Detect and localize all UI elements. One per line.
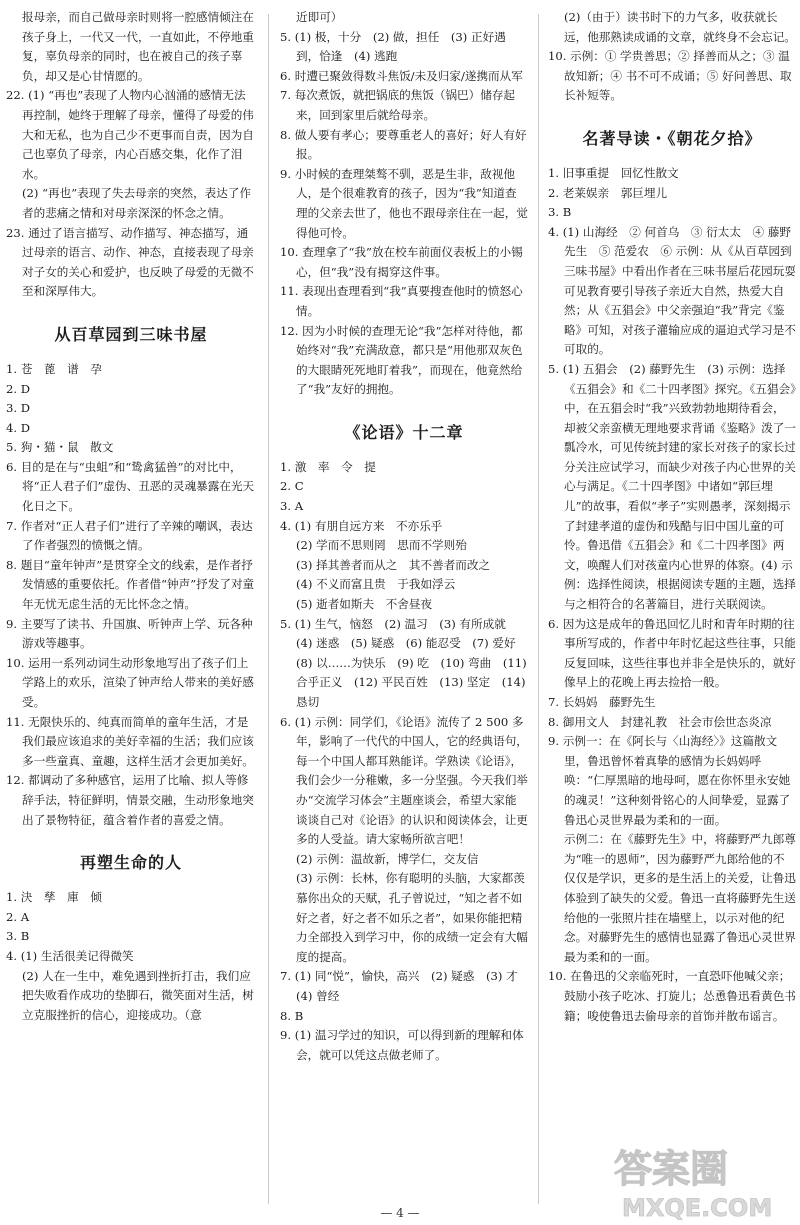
answer-item: 8. 御用文人 封建礼教 社会市侩世态炎凉	[548, 714, 772, 729]
section-title: 名著导读・《朝花夕拾》	[582, 128, 762, 148]
answer-item: 6. 目的是在与“虫蛆”和“鸷禽猛兽”的对比中，将“正人君子们”虚伪、丑恶的灵魂暴露在光天化日之下。	[6, 459, 255, 514]
answer-item: 4. (1) 有朋自远方来 不亦乐乎	[280, 518, 443, 533]
answer-item: 8. 题目“童年钟声”是贯穿全文的线索，是作者抒发情感的重要依托。作者借“钟声”抒发了对童年无忧无虑生活的无比怀念之情。	[6, 557, 255, 612]
column-divider	[268, 14, 269, 1204]
answer-item: (2) 示例：温故新，博学仁，交友信	[296, 851, 479, 866]
answer-item: 7. 每次煮饭，就把锅底的焦饭（锅巴）储存起来，回到家里后就给母亲。	[280, 88, 516, 122]
answer-item: 报母亲，而自己做母亲时则将一腔感情倾注在孩子身上，一代又一代，一直如此，不停地重复，辜负母亲的同时，也在被自己的孩子辜负，却又是心甘情愿的。	[22, 10, 254, 83]
section-title: 《论语》十二章	[344, 422, 464, 442]
answer-item: 8. B	[280, 1008, 304, 1023]
page-number: — 4 —	[380, 1206, 420, 1220]
answer-item: 2. 老莱娱亲 郭巨埋儿	[548, 185, 668, 200]
column-left	[6, 8, 256, 1025]
answer-item: 11. 无限快乐的、纯真而简单的童年生活，才是我们最应该追求的美好幸福的生活；我们应该多一些童真、童趣，这样生活才会更加美好。	[6, 714, 254, 768]
answer-item: 2. C	[280, 479, 304, 494]
answer-list	[280, 458, 528, 1065]
answer-item: 10. 示例：① 学贵善思；② 择善而从之；③ 温故知新；④ 书不可不成诵；⑤ 好问善思、取长补短等。	[548, 49, 792, 103]
answer-item: 5. (1) 极，十分 (2) 做，担任 (3) 正好遇到，恰逢 (4) 逃跑	[280, 29, 506, 64]
answer-item: (3) 示例：长林，你有聪明的头脑，大家都羡慕你出众的天赋，孔子曾说过，“知之者不如好之者，好之者不如乐之者”，如果你能把精力全部投入到学习中，你的成绩一定会有大幅度的提高。	[296, 871, 528, 964]
answer-item: (2)（由于）读书时下的力气多，收获就长远，他那熟读成诵的文章，就终身不会忘记。	[564, 10, 796, 44]
answer-item: 9. 小时候的查理桀骜不驯，恶是生非，敌视他人，是个很难教育的孩子，因为“我”知道查理的父亲去世了，他也不跟母亲住在一起，觉得他可怜。	[280, 166, 528, 240]
answer-item: 10. 在鲁迅的父亲临死时，一直恐吓他喊父亲；鼓励小孩子吃冰、打旋儿；怂恿鲁迅看黄色书籍；唆使鲁迅去偷母亲的首饰并散布谣言。	[548, 969, 796, 1023]
answer-item: 12. 都调动了多种感官，运用了比喻、拟人等修辞手法，特征鲜明，情景交融，生动形象地突出了景物特征，蕴含着作者的喜爱之情。	[6, 773, 254, 827]
section-title: 从百草园到三味书屋	[54, 324, 208, 344]
answer-item: 5. (1) 五猖会 (2) 藤野先生 (3) 示例：选择《五猖会》和《二十四孝图》探究。《五猖会》中，在五猖会时“我”兴致勃勃地期待看会，却被父亲蛮横无理地要求背诵《鉴略》泼了一瓢冷水，可见传统封建的家长对孩子的家长过分关注应试学习，而缺少对孩子内心世界的关心与满足。《二十四孝图》中诸如“郭巨埋儿”的故事，看似“孝子”实则愚孝，深刻揭示了封建孝道的虚伪和残酷与旧中国儿童的可怜。鲁迅借《五猖会》和《二十四孝图》两文，唤醒人们对孩童内心世界的体察。(4) 示例：选择性阅读，根据阅读专题的主题，选择与之相符合的名著篇目，进行关联阅读。	[548, 361, 796, 612]
answer-item: 4. D	[6, 420, 31, 435]
answer-item: 8. 做人要有孝心；要尊重老人的喜好；好人有好报。	[280, 127, 527, 162]
answer-item: 1. 苍 蓖 谱 孕	[6, 361, 102, 376]
answer-list	[6, 888, 256, 1025]
answer-item: 12. 因为小时候的查理无论“我”怎样对待他，都始终对“我”充满敌意，都只是“用他那双灰色的大眼睛死死地盯着我”，而现在，他竟然给了“我”友好的拥抱。	[280, 323, 523, 397]
answer-item: 7. 作者对“正人君子们”进行了辛辣的嘲讽，表达了作者强烈的愤慨之情。	[6, 518, 253, 553]
answer-item: 2. D	[6, 381, 31, 396]
answer-item: (2) 学而不思则罔 思而不学则殆	[296, 538, 467, 553]
answer-list	[548, 164, 796, 1026]
answer-item: 9. 示例一：在《阿长与〈山海经〉》这篇散文里，鲁迅曾怀着真挚的感情为长妈妈呼唤：“仁厚黑暗的地母呵，愿在你怀里永安她的魂灵！”这种刻骨铭心的人间挚爱，显露了鲁迅心灵世界最为柔和的一面。	[548, 734, 791, 827]
column-divider	[538, 14, 539, 1204]
answer-list	[6, 360, 256, 830]
watermark-logo	[608, 1138, 792, 1222]
watermark-title: 答案圈	[614, 1147, 729, 1191]
answer-item: (2) “再也”表现了失去母亲的突然，表达了作者的悲痛之情和对母亲深深的怀念之情。	[22, 186, 252, 220]
answer-item: 6. (1) 示例：同学们，《论语》流传了 2 500 多年，影响了一代代的中国人，它的经典语句，每一个中国人都耳熟能详。学熟读《论语》，我们会少一分稚嫩，多一分坚强。今天我们举办“交流学习体会”主题座谈会，希望大家能谈谈自己对《论语》的认识和阅读体会，让更多的人受益。请大家畅所欲言吧！	[280, 714, 528, 847]
answer-item: 22. (1) “再也”表现了人物内心汹涌的感情无法再控制，她终于理解了母亲，懂得了母爱的伟大和无私，也为自己少不更事而自责，因为自己也辜负了母亲，内心百感交集，化作了泪水。	[6, 88, 254, 181]
answer-item: 4. (1) 山海经 ② 何首乌 ③ 衍太太 ④ 藤野先生 ⑤ 范爱农 ⑥ 示例：从《从百草园到三味书屋》中看出作者在三味书屋后花园玩耍可见教育要引导孩子亲近大自然，热爱大自然；从《五猖会》中父亲强迫“我”背完《鉴略》可知，对孩子灌输应成的逼迫式学习是不可取的。	[548, 224, 796, 357]
answer-item: 9. 主要写了读书、升国旗、听钟声上学、玩各种游戏等趣事。	[6, 616, 253, 651]
answer-item: 10. 查理拿了“我”放在校车前面仪表板上的小锡心，但“我”没有揭穿这件事。	[280, 245, 523, 279]
answer-item: (4) 不义而富且贵 于我如浮云	[296, 577, 456, 592]
answer-item: (2) 人在一生中，难免遇到挫折打击，我们应把失败看作成功的垫脚石，微笑面对生活，树立克服挫折的信心，迎接成功。（意	[22, 968, 254, 1022]
answer-list	[280, 8, 528, 400]
answer-item: 3. D	[6, 401, 31, 416]
answer-list	[6, 8, 256, 302]
answer-item: 5. (1) 生气，恼怒 (2) 温习 (3) 有所成就 (4) 迷惑 (5) 疑惑 (6) 能忍受 (7) 爱好 (8) 以……为快乐 (9) 吃 (10) 弯曲 (11) 合乎正义 (12) 平民百姓 (13) 坚定 (14) 恳切	[280, 616, 528, 709]
answer-item: 11. 表现出查理看到“我”真要搜查他时的愤怒心情。	[280, 284, 523, 318]
answer-item: 6. 因为这是成年的鲁迅回忆儿时和青年时期的往事所写成的，作者中年时忆起这些往事，只能反复回味，这些往事也并非全是快乐的，就好像早上的花晚上再去捡拾一般。	[548, 616, 796, 690]
answer-item: 6. 时遭已聚敛得数斗焦饭/未及归家/遂携而从军	[280, 68, 523, 83]
answer-item: 7. 长妈妈 藤野先生	[548, 695, 656, 709]
answer-list	[548, 8, 796, 106]
answer-item: 9. (1) 温习学过的知识，可以得到新的理解和体会，就可以凭这点做老师了。	[280, 1028, 524, 1062]
watermark-url: MXQE.COM	[622, 1194, 773, 1222]
answer-item: 示例二：在《藤野先生》中，将藤野严九郎尊为“唯一的恩师”，因为藤野严九郎给他的不仅仅是学识，更多的是生活上的关爱，让鲁迅体验到了缺失的父爱。鲁迅一直将藤野先生送给他的一张照片挂在墙壁上，以示对他的纪念。对藤野先生的感情也显露了鲁迅心灵世界最为柔和的一面。	[564, 832, 796, 964]
answer-item: 3. B	[548, 205, 572, 220]
column-right	[548, 8, 796, 1026]
answer-item: 1. 旧事重提 回忆性散文	[548, 165, 679, 180]
answer-item: 5. 狗・猫・鼠 散文	[6, 440, 114, 455]
answer-item: 1. 決 孳 庫 倾	[6, 890, 102, 905]
column-middle	[280, 8, 528, 1065]
answer-item: 近即可）	[296, 10, 343, 24]
answer-item: 2. A	[6, 909, 30, 924]
answer-item: 23. 通过了语言描写、动作描写、神态描写，通过母亲的语言、动作、神态，直接表现了母亲对子女的关心和爱护，也反映了母爱的无微不至和深厚伟大。	[6, 225, 254, 299]
answer-item: 1. 激 率 令 提	[280, 459, 376, 474]
answer-item: 3. A	[280, 499, 304, 514]
section-title: 再塑生命的人	[79, 853, 182, 873]
answer-item: 4. (1) 生活很美记得微笑	[6, 948, 134, 963]
answer-item: (3) 择其善者而从之 其不善者而改之	[296, 557, 491, 572]
answer-item: 3. B	[6, 929, 30, 944]
answer-item: 7. (1) 同“悦”，愉快，高兴 (2) 疑惑 (3) 才 (4) 曾经	[280, 969, 530, 1003]
answer-item: 10. 运用一系列动词生动形象地写出了孩子们上学路上的欢乐，渲染了钟声给人带来的美好感受。	[6, 655, 254, 709]
answer-item: (5) 逝者如斯夫 不舍昼夜	[296, 597, 433, 612]
